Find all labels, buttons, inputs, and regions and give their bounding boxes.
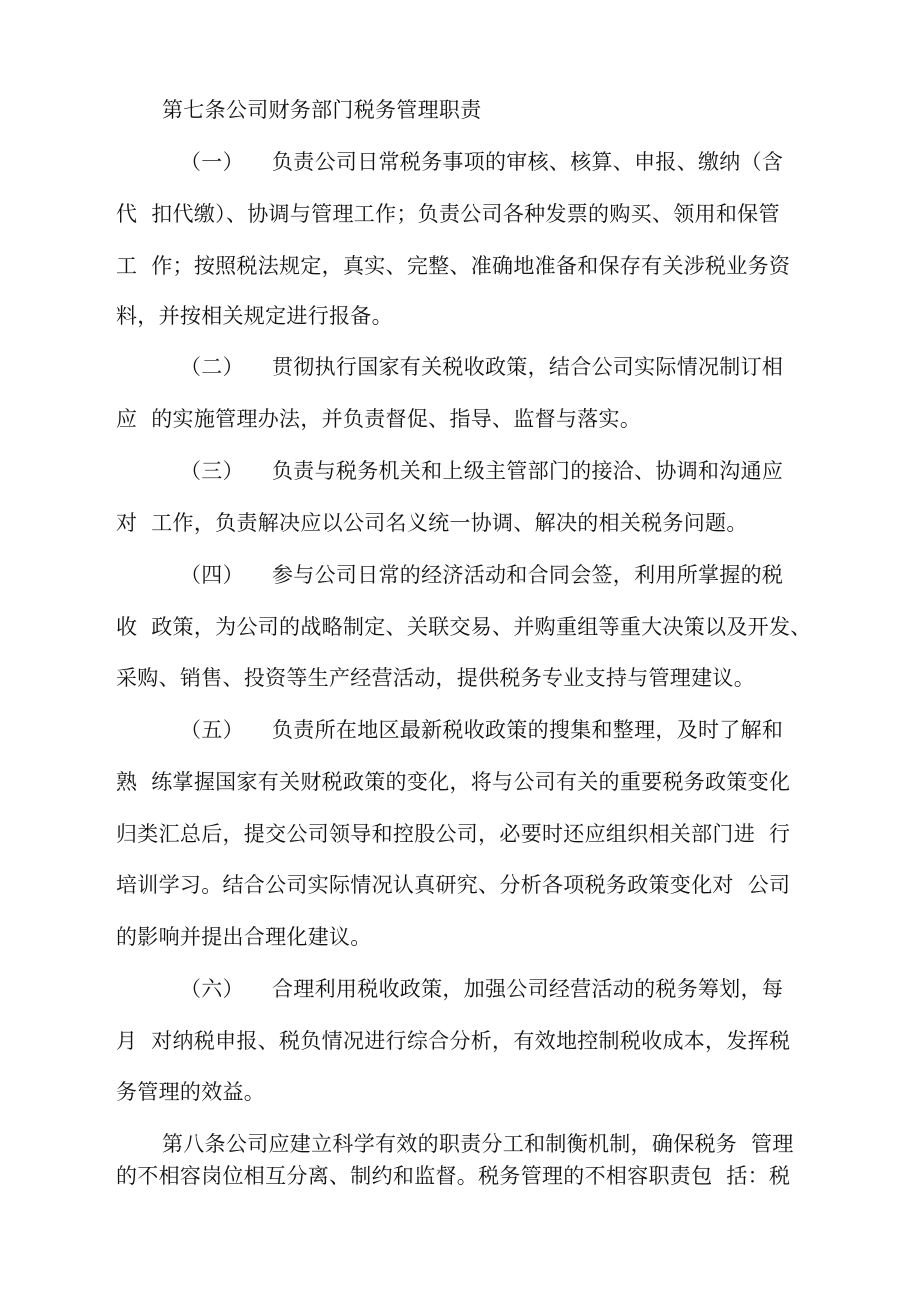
- item-2-line-1: 贯彻执行国家有关税收政策，结合公司实际情况制订相: [272, 355, 784, 379]
- item-2-marker: （二）: [180, 355, 244, 379]
- item-6-marker: （六）: [180, 977, 244, 1001]
- item-4-line-2: 收 政策，为公司的战略制定、关联交易、并购重组等重大决策以及开发、: [116, 615, 812, 639]
- item-6-line-3: 务管理的效益。: [116, 1080, 266, 1104]
- item-6-line-1: 合理利用税收政策，加强公司经营活动的税务筹划，每: [272, 977, 784, 1001]
- item-2-first-line: [180, 353, 880, 381]
- item-1-line-1: 负责公司日常税务事项的审核、核算、申报、缴纳（含: [272, 150, 784, 174]
- item-1-first-line: [180, 148, 880, 176]
- item-5-line-4: 培训学习。结合公司实际情况认真研究、分析各项税务政策变化对 公司: [116, 873, 791, 897]
- item-1-line-3: 工 作；按照税法规定，真实、完整、准确地准备和保存有关涉税业务资: [116, 254, 791, 278]
- item-3-line-2: 对 工作，负责解决应以公司名义统一协调、解决的相关税务问题。: [116, 511, 748, 535]
- item-3-first-line: [180, 457, 880, 485]
- item-5-line-2: 熟 练掌握国家有关财税政策的变化，将与公司有关的重要税务政策变化: [116, 770, 791, 794]
- item-5-line-5: 的影响并提出合理化建议。: [116, 925, 372, 949]
- item-6-first-line: [180, 975, 880, 1003]
- item-4-line-3: 采购、销售、投资等生产经营活动，提供税务专业支持与管理建议。: [116, 666, 755, 690]
- item-1-line-4: 料，并按相关规定进行报备。: [116, 304, 393, 328]
- item-1-marker: （一）: [180, 150, 244, 174]
- article-8-line-1: 第八条公司应建立科学有效的职责分工和制衡机制，确保税务 管理: [162, 1132, 794, 1156]
- item-5-first-line: [180, 716, 880, 744]
- item-4-marker: （四）: [180, 563, 244, 587]
- item-3-marker: （三）: [180, 459, 244, 483]
- item-1-line-2: 代 扣代缴）、协调与管理工作；负责公司各种发票的购买、领用和保管: [116, 202, 780, 226]
- item-6-line-2: 月 对纳税申报、税负情况进行综合分析，有效地控制税收成本，发挥税: [116, 1029, 791, 1053]
- item-3-line-1: 负责与税务机关和上级主管部门的接洽、协调和沟通应: [272, 459, 784, 483]
- item-5-marker: （五）: [180, 718, 244, 742]
- article-7-heading: 第七条公司财务部门税务管理职责: [162, 98, 482, 122]
- item-5-line-3: 归类汇总后，提交公司领导和控股公司，必要时还应组织相关部门进 行: [116, 822, 791, 846]
- item-5-line-1: 负责所在地区最新税收政策的搜集和整理，及时了解和: [272, 718, 784, 742]
- article-8-line-2: 的不相容岗位相互分离、制约和监督。税务管理的不相容职责包 括：税: [116, 1164, 791, 1188]
- item-4-first-line: [180, 561, 880, 589]
- item-2-line-2: 应 的实施管理办法，并负责督促、指导、监督与落实。: [116, 407, 642, 431]
- item-4-line-1: 参与公司日常的经济活动和合同会签，利用所掌握的税: [272, 563, 784, 587]
